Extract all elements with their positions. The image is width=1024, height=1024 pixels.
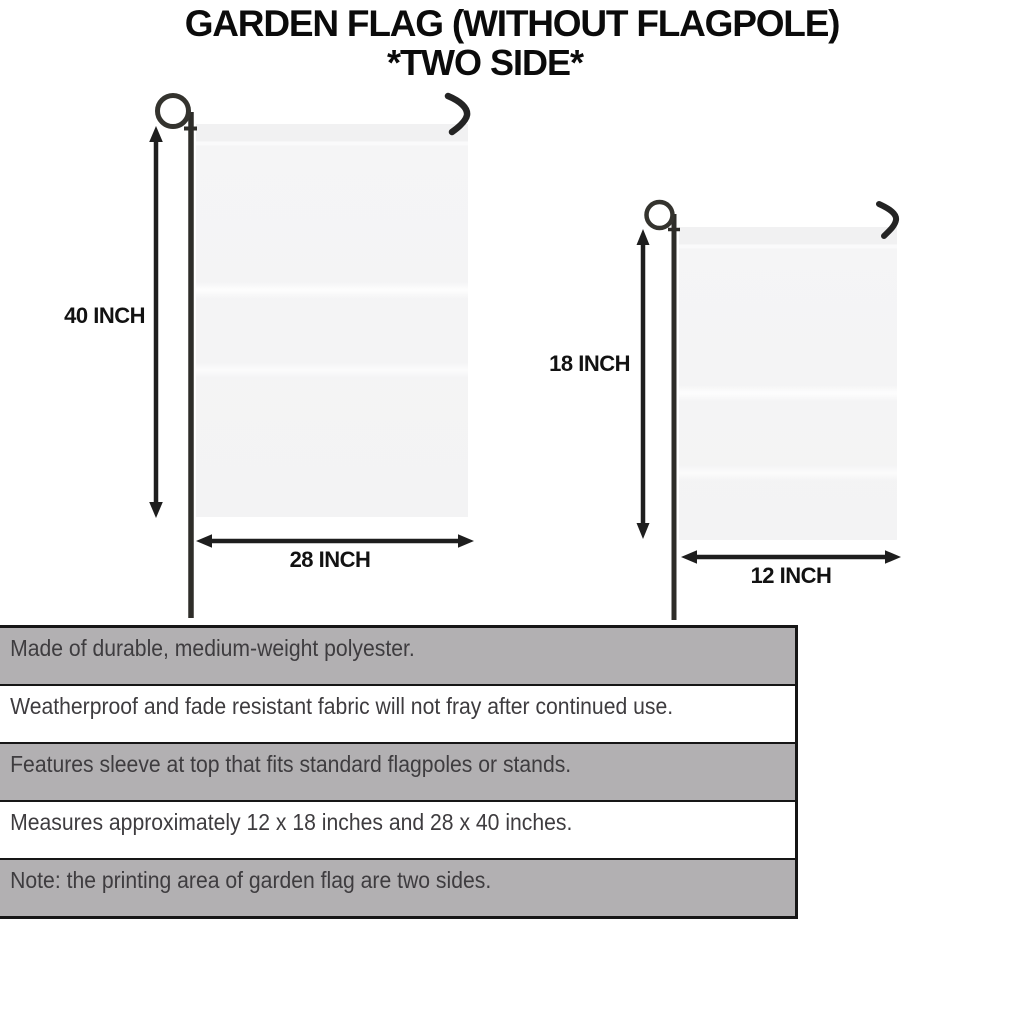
large-pole-loop bbox=[158, 96, 189, 127]
small-flag-height-label: 18 INCH bbox=[549, 351, 630, 376]
feature-row bbox=[0, 742, 795, 800]
feature-row bbox=[0, 800, 795, 858]
feature-row bbox=[0, 858, 795, 916]
feature-text: Measures approximately 12 x 18 inches and 28 x 40 inches. bbox=[10, 809, 573, 835]
large-hanger-hook bbox=[448, 96, 467, 132]
small-height-arrow bbox=[637, 229, 650, 539]
features-table bbox=[0, 625, 798, 919]
large-flag-width-label: 28 INCH bbox=[289, 547, 371, 572]
small-width-arrow bbox=[681, 550, 901, 564]
feature-text: Note: the printing area of garden flag are two sides. bbox=[10, 867, 492, 893]
page-title-line1: GARDEN FLAG (WITHOUT FLAGPOLE) bbox=[184, 3, 840, 44]
page-title-line2: *TWO SIDE* bbox=[386, 42, 583, 83]
small-hanger-hook bbox=[879, 204, 896, 236]
feature-text: Weatherproof and fade resistant fabric will not fray after continued use. bbox=[10, 693, 674, 719]
feature-text: Features sleeve at top that fits standard flagpoles or stands. bbox=[10, 751, 572, 777]
feature-row bbox=[0, 684, 795, 742]
small-flag-width-label: 12 INCH bbox=[750, 563, 832, 588]
feature-text: Made of durable, medium-weight polyester. bbox=[10, 635, 415, 661]
large-height-arrow bbox=[149, 126, 163, 518]
small-pole-loop bbox=[647, 202, 673, 228]
large-width-arrow bbox=[196, 534, 474, 548]
large-flag-height-label: 40 INCH bbox=[64, 303, 145, 328]
feature-row bbox=[0, 628, 795, 684]
